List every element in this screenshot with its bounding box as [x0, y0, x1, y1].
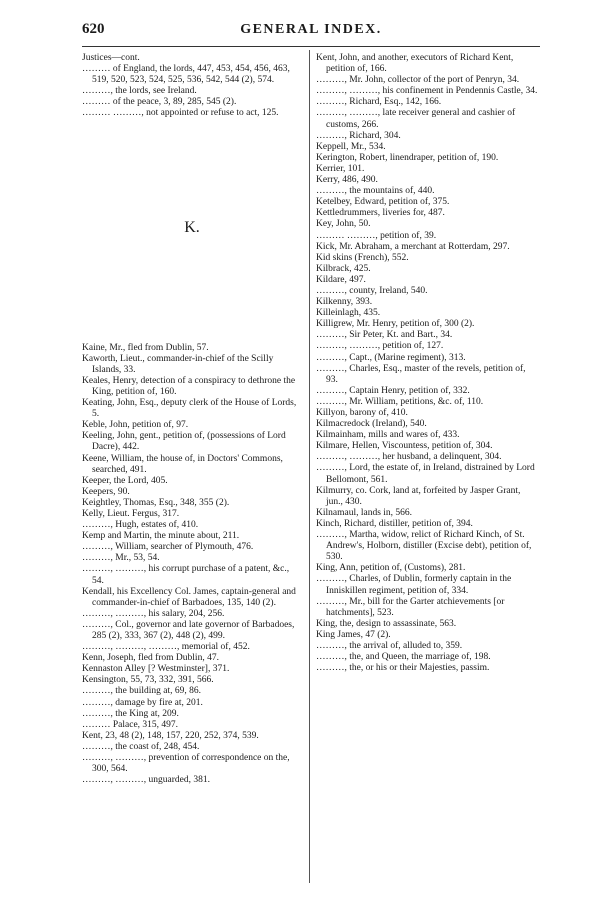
- index-entry: ………, Mr. William, petitions, &c. of, 110.: [316, 396, 484, 407]
- index-entry: King, Ann, petition of, (Customs), 281.: [316, 563, 466, 574]
- index-entry: ………, William, searcher of Plymouth, 476.: [82, 542, 254, 553]
- index-entry: Killigrew, Mr. Henry, petition of, 300 (2).: [316, 319, 475, 330]
- index-entry: Kemp and Martin, the minute about, 211.: [82, 531, 240, 542]
- section-letter: K.: [184, 218, 200, 236]
- index-entry: ………, Hugh, estates of, 410.: [82, 520, 199, 531]
- page-header: [82, 21, 540, 43]
- index-entry: ………, the King at, 209.: [82, 708, 179, 719]
- left-top-entries: [82, 53, 302, 120]
- index-entry: ………, Richard, Esq., 142, 166.: [316, 97, 442, 108]
- index-entry: ………, the lords, see Ireland.: [82, 86, 197, 97]
- index-entry: ………, Martha, widow, relict of Richard Kinch, of St. Andrew's, Holborn, distiller (Excise debt), petition of, 530.: [316, 530, 532, 563]
- index-entry: ………, Mr., 53, 54.: [82, 553, 160, 564]
- left-column: [82, 53, 302, 786]
- index-entry: ………, Lord, the estate of, in Ireland, distrained by Lord Bellomont, 561.: [316, 463, 535, 485]
- page-number: 620: [82, 21, 105, 37]
- index-entry: ………, Charles, of Dublin, formerly captain in the Inniskillen regiment, petition of, 334.: [316, 574, 512, 596]
- index-entry: ………, the building at, 69, 86.: [82, 686, 202, 697]
- column-divider: [309, 50, 310, 883]
- index-entry: Ketelbey, Edward, petition of, 375.: [316, 197, 450, 208]
- index-entry: Keating, John, Esq., deputy clerk of the House of Lords, 5.: [82, 398, 297, 420]
- index-entry: ………, the mountains of, 440.: [316, 186, 435, 197]
- index-entry: Kilmacredock (Ireland), 540.: [316, 419, 427, 430]
- index-entry: ……… of England, the lords, 447, 453, 454, 456, 463, 519, 520, 523, 524, 525, 536, 542, 544 (2), 574.: [82, 64, 290, 86]
- index-entry: ………, ………, prevention of correspondence on the, 300, 564.: [82, 753, 290, 775]
- index-entry: Key, John, 50.: [316, 219, 371, 230]
- right-entries: [316, 53, 538, 674]
- index-entry: ………, ………, his salary, 204, 256.: [82, 608, 225, 619]
- page-title: GENERAL INDEX.: [240, 22, 382, 37]
- index-entry: Kendall, his Excellency Col. James, captain-general and commander-in-chief of Barbadoes, 135, 140 (2).: [82, 586, 296, 608]
- index-entry: ……… Palace, 315, 497.: [82, 719, 179, 730]
- index-entry: ………, ………, petition of, 127.: [316, 341, 444, 352]
- index-entry: ………, damage by fire at, 201.: [82, 697, 203, 708]
- index-entry: ………, Col., governor and late governor of Barbadoes, 285 (2), 333, 367 (2), 448 (2), 499.: [82, 619, 295, 641]
- index-entry: Keeper, the Lord, 405.: [82, 475, 168, 486]
- index-entry: Kilkenny, 393.: [316, 297, 373, 308]
- index-entry: Kilbrack, 425.: [316, 263, 371, 274]
- index-entry: ………, ………, unguarded, 381.: [82, 775, 210, 786]
- index-entry: ………, ………, his confinement in Pendennis Castle, 34.: [316, 86, 538, 97]
- index-entry: Kent, John, and another, executors of Richard Kent, petition of, 166.: [316, 53, 514, 75]
- index-entry: ………, the, or his or their Majesties, passim.: [316, 663, 490, 674]
- index-entry: ………, county, Ireland, 540.: [316, 285, 428, 296]
- index-entry: ………, Mr. John, collector of the port of Penryn, 34.: [316, 75, 520, 86]
- index-entry: ………, Richard, 304.: [316, 130, 401, 141]
- index-entry: Killeinlagh, 435.: [316, 308, 381, 319]
- index-entry: ………, the arrival of, alluded to, 359.: [316, 640, 463, 651]
- index-entry: Keene, William, the house of, in Doctors' Commons, searched, 491.: [82, 453, 283, 475]
- header-rule: [82, 46, 540, 47]
- right-column: [316, 53, 538, 674]
- index-entry: ………, Mr., bill for the Garter atchievements [or hatchments], 523.: [316, 596, 505, 618]
- left-entries: [82, 343, 302, 787]
- index-entry: Kettledrummers, liveries for, 487.: [316, 208, 445, 219]
- index-entry: ………, the coast of, 248, 454.: [82, 741, 200, 752]
- index-entry: Kilmurry, co. Cork, land at, forfeited by Jasper Grant, jun., 430.: [316, 485, 521, 507]
- index-entry: ………, ………, his corrupt purchase of a patent, &c., 54.: [82, 564, 290, 586]
- index-entry: ………, ………, late receiver general and cashier of customs, 266.: [316, 108, 516, 130]
- index-entry: ………, ………, her husband, a delinquent, 304.: [316, 452, 502, 463]
- index-entry: Kilmainham, mills and wares of, 433.: [316, 430, 460, 441]
- index-entry: ………, Capt., (Marine regiment), 313.: [316, 352, 466, 363]
- index-entry: Kilmare, Hellen, Viscountess, petition of, 304.: [316, 441, 493, 452]
- index-entry: Keepers, 90.: [82, 486, 130, 497]
- index-entry: ………, the, and Queen, the marriage of, 198.: [316, 652, 491, 663]
- index-entry: Keble, John, petition of, 97.: [82, 420, 189, 431]
- index-entry: Kerrier, 101.: [316, 163, 365, 174]
- index-entry: Kerry, 486, 490.: [316, 175, 378, 186]
- index-entry: ……… ………, not appointed or refuse to act, 125.: [82, 108, 279, 119]
- index-entry: Keightley, Thomas, Esq., 348, 355 (2).: [82, 497, 230, 508]
- index-entry: ………, Charles, Esq., master of the revels, petition of, 93.: [316, 363, 526, 385]
- index-entry: ……… of the peace, 3, 89, 285, 545 (2).: [82, 97, 237, 108]
- index-entry: Kenn, Joseph, fled from Dublin, 47.: [82, 653, 219, 664]
- index-entry: Killyon, barony of, 410.: [316, 408, 408, 418]
- index-entry: ……… ………, petition of, 39.: [316, 230, 437, 241]
- index-entry: ………, ………, ………, memorial of, 452.: [82, 642, 250, 653]
- index-entry: Kid skins (French), 552.: [316, 252, 409, 263]
- index-entry: Kaworth, Lieut., commander-in-chief of the Scilly Islands, 33.: [82, 353, 274, 375]
- index-entry: Kick, Mr. Abraham, a merchant at Rotterdam, 297.: [316, 241, 510, 252]
- index-entry: Justices—cont.: [82, 53, 140, 63]
- index-entry: King, the, design to assassinate, 563.: [316, 618, 457, 629]
- index-entry: Kildare, 497.: [316, 274, 366, 285]
- index-entry: Keeling, John, gent., petition of, (possessions of Lord Dacre), 442.: [82, 431, 286, 453]
- index-entry: Kilnamaul, lands in, 566.: [316, 507, 413, 518]
- index-entry: Kerington, Robert, linendraper, petition of, 190.: [316, 152, 499, 163]
- index-entry: Kinch, Richard, distiller, petition of, 394.: [316, 518, 473, 529]
- index-entry: King James, 47 (2).: [316, 629, 391, 640]
- index-entry: Kennaston Alley [? Westminster], 371.: [82, 664, 230, 675]
- index-entry: ………, Captain Henry, petition of, 332.: [316, 385, 470, 396]
- index-entry: Keppell, Mr., 534.: [316, 141, 386, 152]
- index-entry: Keales, Henry, detection of a conspiracy to dethrone the King, petition of, 160.: [82, 375, 296, 397]
- index-entry: Kelly, Lieut. Fergus, 317.: [82, 508, 180, 519]
- index-entry: Kaine, Mr., fled from Dublin, 57.: [82, 342, 209, 353]
- index-entry: Kensington, 55, 73, 332, 391, 566.: [82, 675, 214, 686]
- index-entry: Kent, 23, 48 (2), 148, 157, 220, 252, 374, 539.: [82, 730, 259, 741]
- index-entry: ………, Sir Peter, Kt. and Bart., 34.: [316, 330, 453, 341]
